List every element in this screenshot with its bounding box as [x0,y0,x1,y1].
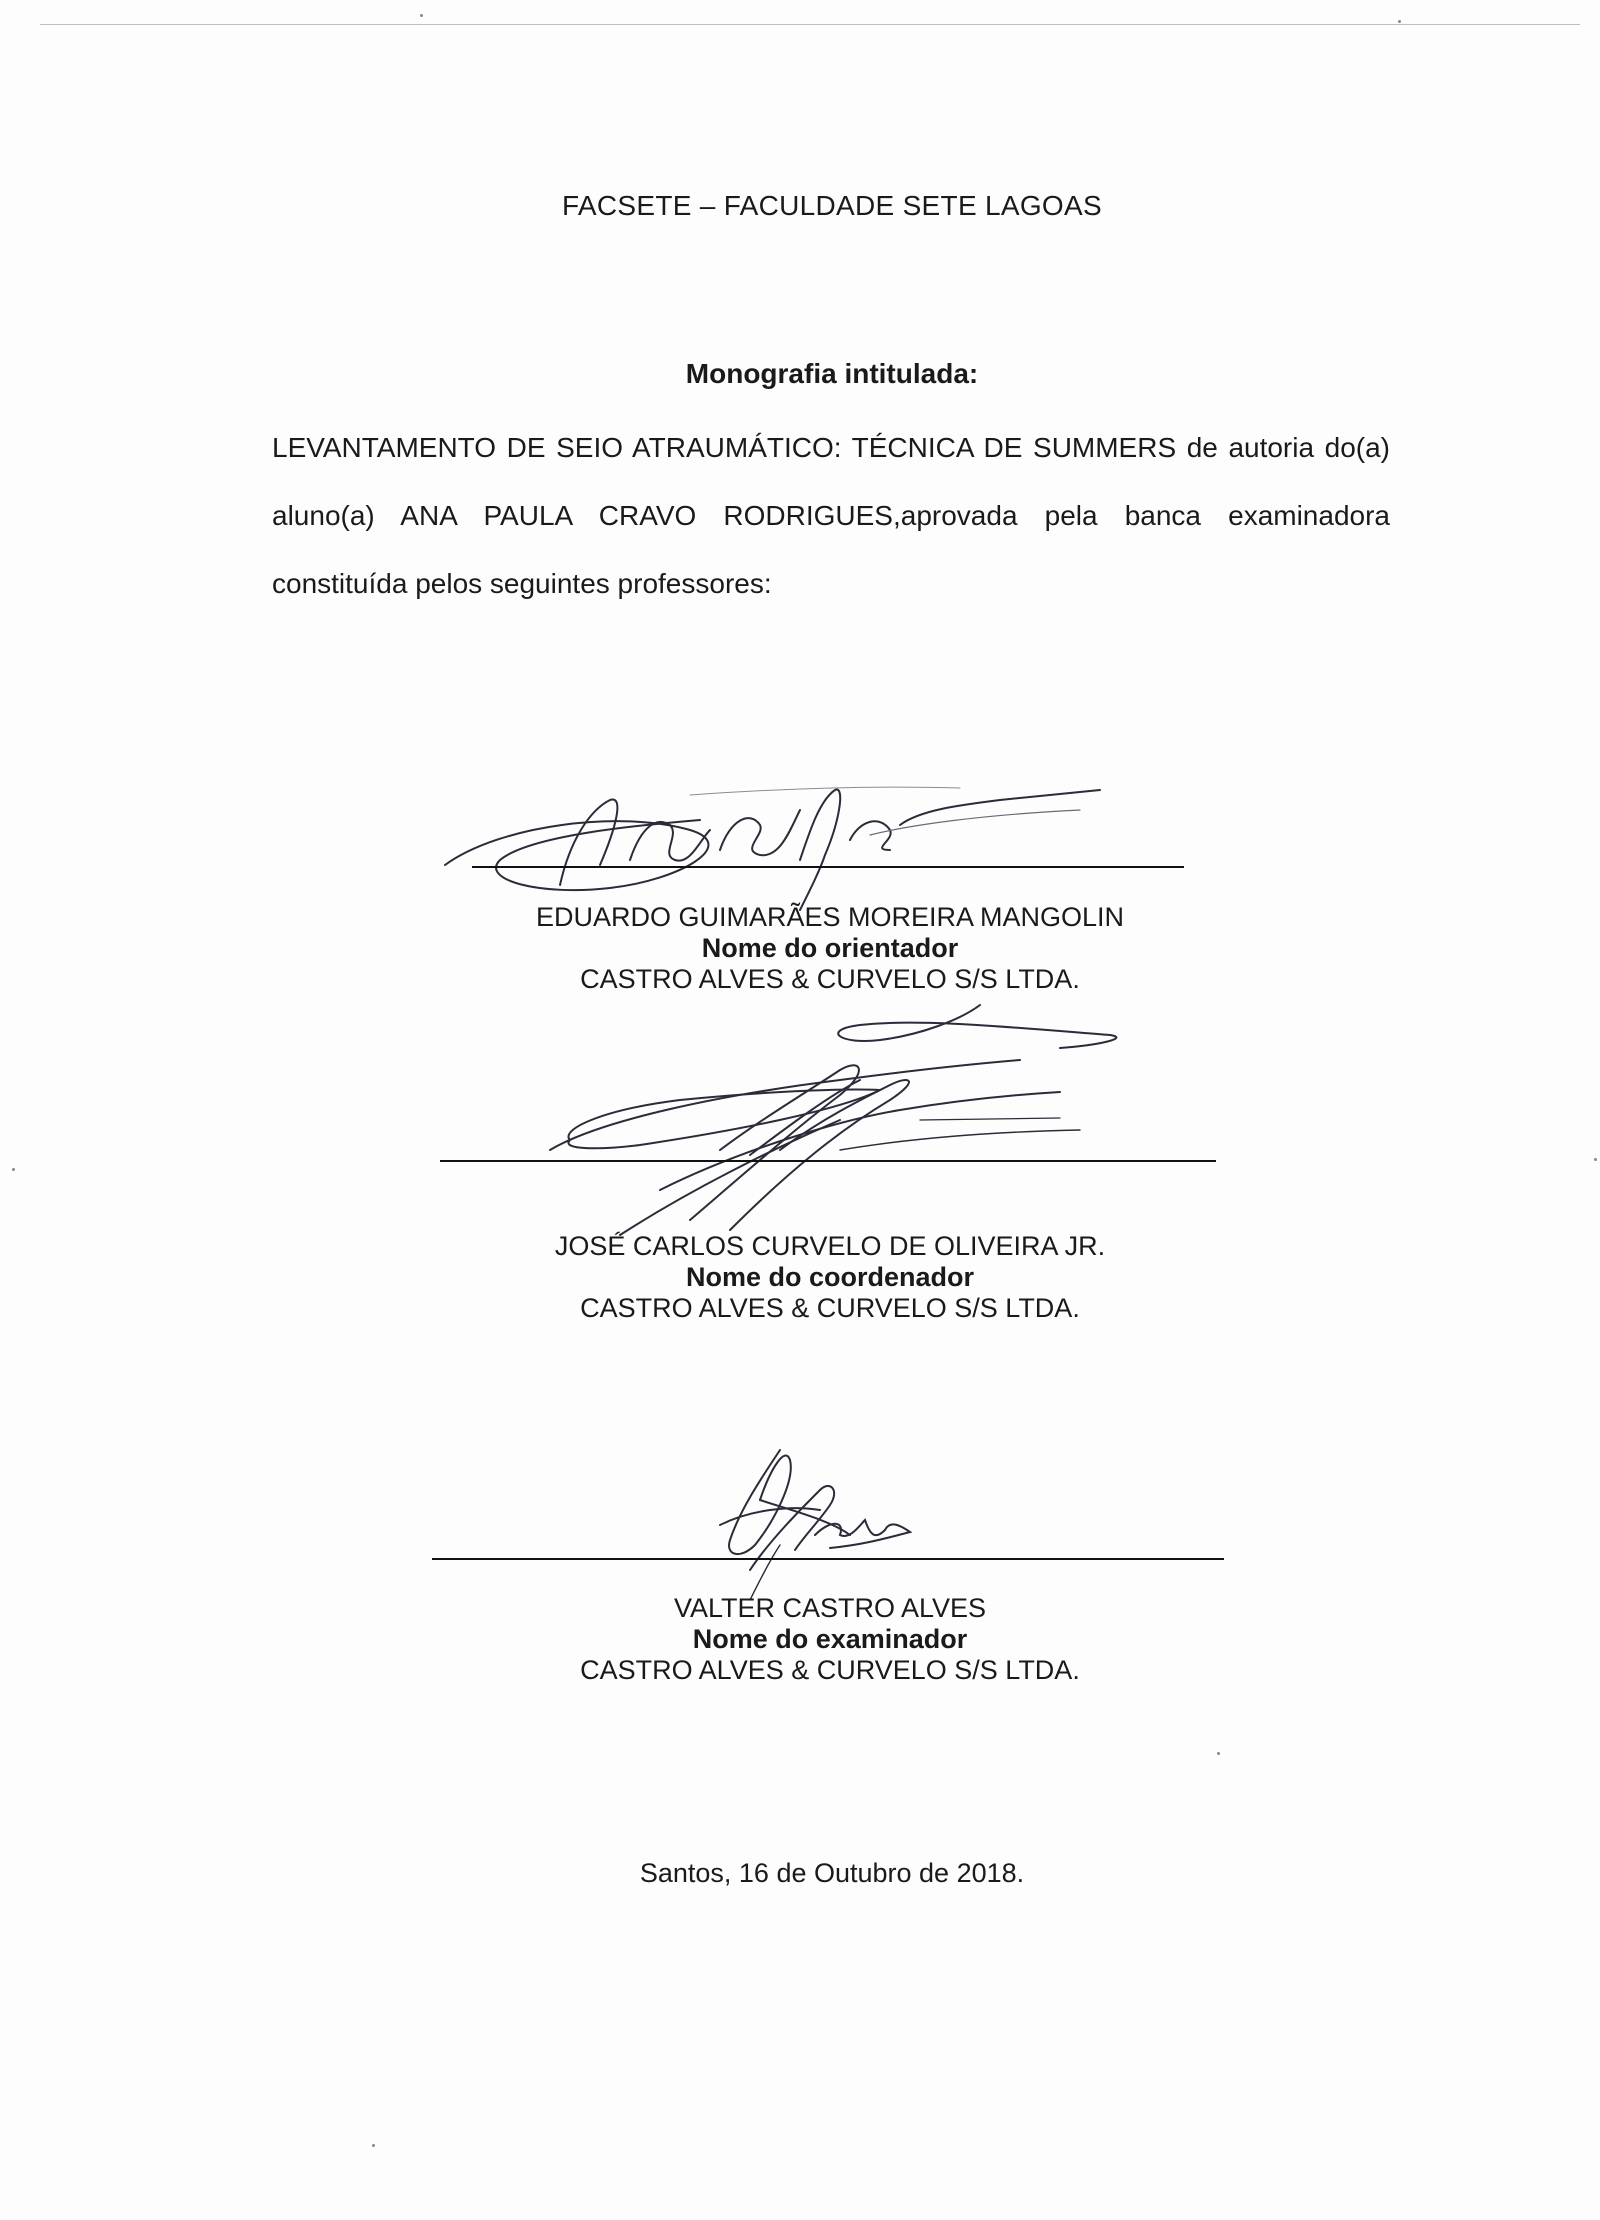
examiner-role: Nome do examinador [692,1624,968,1654]
institution-title: FACSETE – FACULDADE SETE LAGOAS [562,190,1102,221]
scan-speck [1594,1158,1597,1161]
coordinator-company: CASTRO ALVES & CURVELO S/S LTDA. [580,1293,1080,1323]
signature-caption-advisor [440,902,1220,995]
signature-line-examiner [432,1558,1224,1560]
advisor-company: CASTRO ALVES & CURVELO S/S LTDA. [580,964,1080,994]
advisor-name: EDUARDO GUIMARÃES MOREIRA MANGOLIN [535,902,1125,932]
monograph-body: LEVANTAMENTO DE SEIO ATRAUMÁTICO: TÉCNICA DE SUMMERS de autoria do(a) aluno(a) ANA PAULA CRAVO RODRIGUES,aprovada pela banca examinadora constituída pelos seguintes professores: [272,432,1390,599]
coordinator-role: Nome do coordenador [685,1262,975,1292]
signature-line-coordinator [440,1160,1216,1162]
scan-edge-line [40,24,1580,25]
handwritten-signature-coordinator [540,1000,1160,1260]
examiner-company: CASTRO ALVES & CURVELO S/S LTDA. [580,1655,1080,1685]
examiner-name: VALTER CASTRO ALVES [673,1593,987,1623]
advisor-role: Nome do orientador [701,933,959,963]
scan-speck [420,14,423,17]
handwritten-signature-advisor [440,770,1100,920]
handwritten-signature-examiner [700,1440,930,1600]
scan-speck [1398,20,1401,23]
signature-caption-coordinator [440,1231,1220,1324]
coordinator-name: JOSÉ CARLOS CURVELO DE OLIVEIRA JR. [554,1231,1106,1261]
signature-caption-examiner [440,1593,1220,1686]
signature-line-advisor [472,866,1184,868]
scan-speck [1217,1752,1220,1755]
place-and-date: Santos, 16 de Outubro de 2018. [639,1858,1025,1888]
scan-speck [12,1168,15,1171]
scan-speck [372,2144,375,2147]
monograph-heading: Monografia intitulada: [685,358,979,389]
